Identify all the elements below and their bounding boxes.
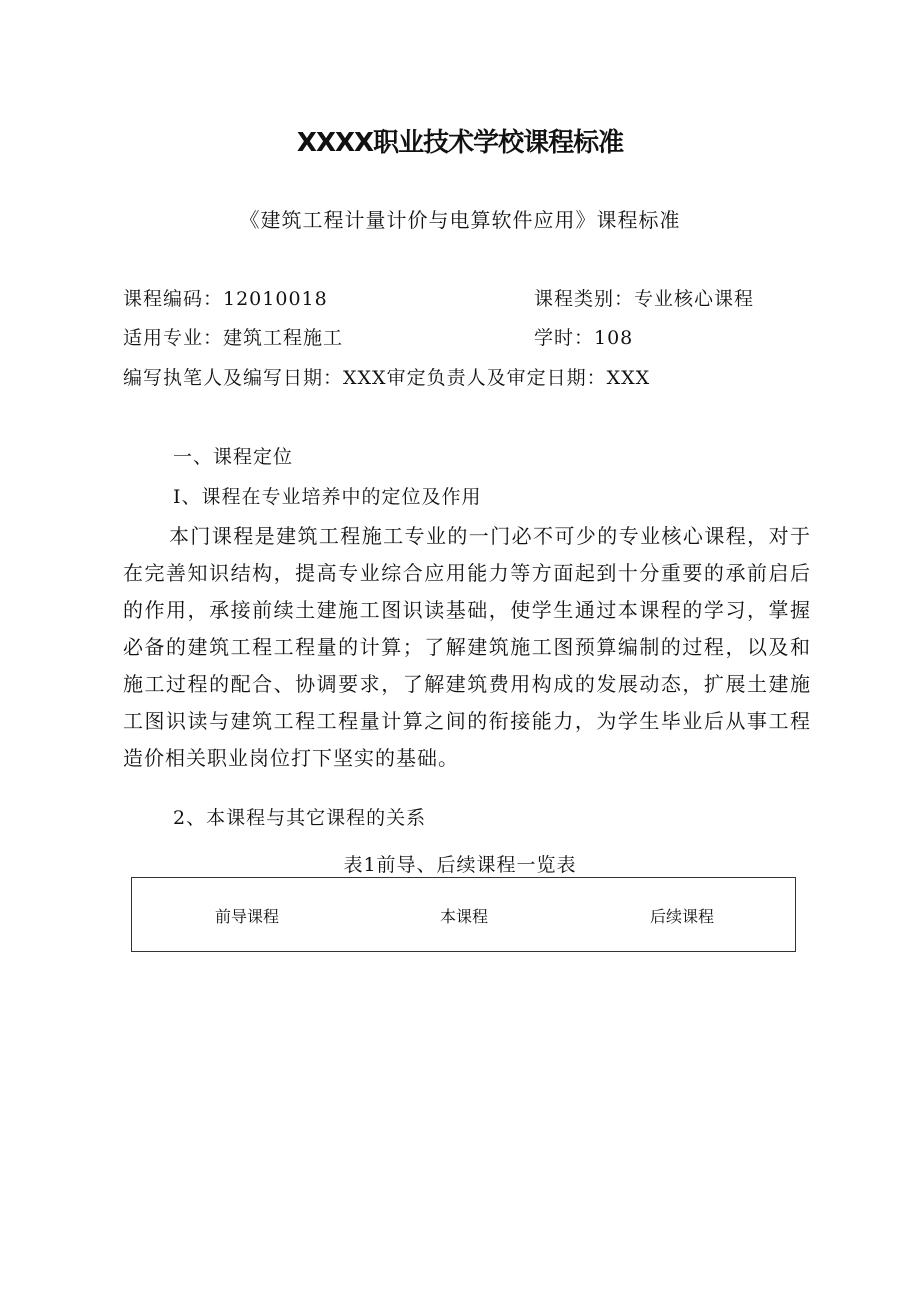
applicable-major: 适用专业：建筑工程施工 xyxy=(123,327,344,349)
body-paragraph-container xyxy=(123,518,811,777)
table-caption: 表1前导、后续课程一览表 xyxy=(343,854,577,876)
table-header-cell: 前导课程 xyxy=(214,907,279,926)
page-title: XXXX职业技术学校课程标准 xyxy=(296,128,624,158)
table-header-cell: 本课程 xyxy=(439,907,488,926)
section-heading: 一、课程定位 xyxy=(173,446,294,468)
table-header-cell: 后续课程 xyxy=(649,907,714,926)
body-paragraph: 本门课程是建筑工程施工专业的一门必不可少的专业核心课程，对于在完善知识结构，提高专业综合应用能力等方面起到十分重要的承前启后的作用，承接前续土建施工图识读基础，使学生通过本课程的学习，掌握必备的建筑工程工程量的计算；了解建筑施工图预算编制的过程，以及和施工过程的配合、协调要求，了解建筑费用构成的发展动态，扩展土建施工图识读与建筑工程工程量计算之间的衔接能力，为学生毕业后从事工程造价相关职业岗位打下坚实的基础。 xyxy=(123,524,811,770)
authors-line: 编写执笔人及编写日期：XXX审定负责人及审定日期：XXX xyxy=(123,367,651,389)
course-code: 课程编码：12010018 xyxy=(123,288,328,310)
subsection-heading: I、课程在专业培养中的定位及作用 xyxy=(173,486,482,508)
course-hours: 学时：108 xyxy=(534,327,634,349)
subsection-heading: 2、本课程与其它课程的关系 xyxy=(173,807,427,829)
document-subtitle: 《建筑工程计量计价与电算软件应用》课程标准 xyxy=(239,208,681,232)
course-relation-table xyxy=(131,877,796,952)
course-type: 课程类别：专业核心课程 xyxy=(534,288,755,310)
